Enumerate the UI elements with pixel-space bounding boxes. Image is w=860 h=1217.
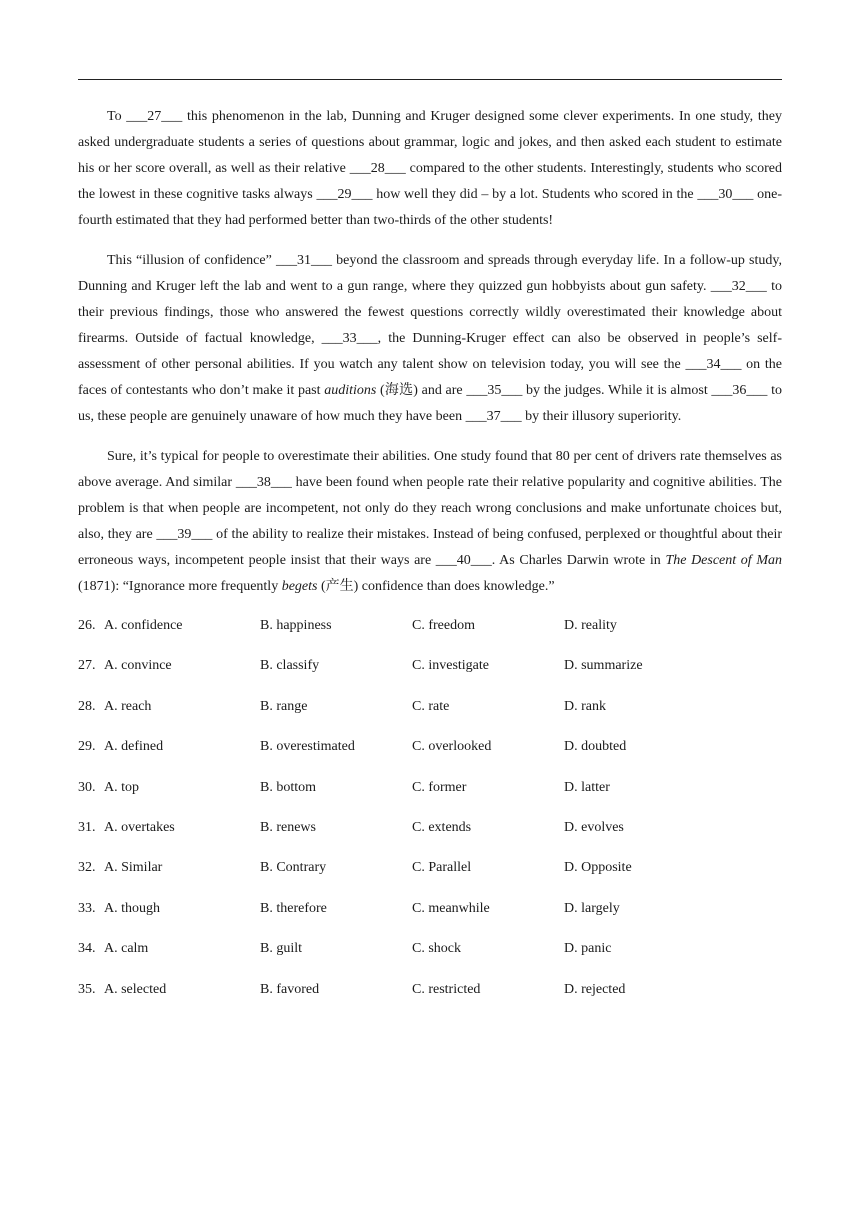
- option-c: C. freedom: [412, 618, 475, 633]
- question-number: 31.: [78, 819, 96, 835]
- option-b: B. renews: [260, 819, 316, 835]
- question-row: [78, 616, 782, 656]
- option-d: D. panic: [564, 941, 612, 957]
- question-number: 26.: [78, 618, 96, 633]
- italic-text: The Descent of Man: [665, 553, 782, 568]
- option-b: B. classify: [260, 658, 320, 674]
- option-d: D. summarize: [564, 658, 643, 674]
- option-b: B. favored: [260, 981, 320, 997]
- paragraph-text: To ___27___ this phenomenon in the lab, Dunning and Kruger designed some clever experiments. In one study, they asked undergraduate students a series of questions about grammar, logic and jokes, and then asked each student to estimate his or her score overall, as well as their relative ___28___ compared to the other students. Interestingly, students who scored the lowest in these cognitive tasks always ___29___ how well they did – by a lot. Students who scored in the ___30___ one-fourth estimated that they had performed better than two-thirds of the other students!: [78, 109, 782, 228]
- option-a: A. selected: [104, 981, 167, 997]
- option-d: D. reality: [564, 618, 617, 633]
- question-row: [78, 656, 782, 696]
- option-c: C. rate: [412, 698, 450, 714]
- question-row: [78, 858, 782, 898]
- question-number: 33.: [78, 900, 96, 916]
- option-b: B. happiness: [260, 618, 332, 633]
- option-d: D. latter: [564, 779, 610, 795]
- option-c: C. meanwhile: [412, 900, 490, 916]
- option-a: A. convince: [104, 658, 172, 674]
- paragraph-text: (1871): “Ignorance more frequently: [78, 579, 282, 594]
- document-body: [78, 104, 782, 1020]
- option-a: A. confidence: [104, 618, 183, 633]
- answer-options: [78, 616, 782, 1020]
- option-c: C. extends: [412, 819, 472, 835]
- paragraph-text: Sure, it’s typical for people to overestimate their abilities. One study found that 80 per cent of drivers rate themselves as above average. And similar ___38___ have been found when people rate their relative popularity and cognitive abilities. The problem is that when people are incompetent, not only do they reach wrong conclusions and make unfortunate choices but, also, they are ___39___ of the ability to realize their mistakes. Instead of being confused, perplexed or thoughtful about their erroneous ways, incompetent people insist that their ways are ___40___. As Charles Darwin wrote in: [78, 449, 782, 568]
- italic-text: begets: [281, 579, 318, 594]
- question-row: [78, 980, 782, 1020]
- option-b: B. bottom: [260, 779, 317, 795]
- option-c: C. overlooked: [412, 739, 492, 755]
- option-d: D. Opposite: [564, 860, 632, 876]
- option-a: A. calm: [104, 941, 149, 957]
- question-number: 30.: [78, 779, 96, 795]
- option-b: B. overestimated: [260, 739, 355, 755]
- option-d: D. rank: [564, 698, 606, 714]
- question-number: 27.: [78, 658, 96, 674]
- header-rule: [78, 79, 782, 80]
- option-a: A. Similar: [104, 860, 163, 876]
- option-b: B. guilt: [260, 941, 303, 957]
- option-c: C. Parallel: [412, 860, 472, 876]
- paragraph-text: (产生) confidence than does knowledge.”: [317, 579, 555, 594]
- option-d: D. doubted: [564, 739, 627, 755]
- question-number: 35.: [78, 981, 96, 997]
- option-d: D. evolves: [564, 819, 624, 835]
- question-row: [78, 818, 782, 858]
- option-c: C. shock: [412, 941, 461, 957]
- question-number: 32.: [78, 860, 96, 876]
- question-row: [78, 778, 782, 818]
- option-c: C. restricted: [412, 981, 481, 997]
- option-b: B. range: [260, 698, 308, 714]
- passage-paragraph: [78, 444, 782, 600]
- question-number: 34.: [78, 941, 96, 957]
- option-a: A. top: [104, 779, 139, 795]
- option-d: D. rejected: [564, 981, 626, 997]
- question-row: [78, 737, 782, 777]
- question-row: [78, 899, 782, 939]
- option-b: B. Contrary: [260, 860, 327, 876]
- option-a: A. defined: [104, 739, 164, 755]
- paragraph-text: (海选) and are ___35___ by the judges. While it is almost ___36___ to us, these people are genuinely unaware of how much they have been ___37___ by their illusory superiority.: [78, 383, 782, 424]
- question-number: 29.: [78, 739, 96, 755]
- passage-paragraph: [78, 248, 782, 430]
- passage: [78, 104, 782, 600]
- question-row: [78, 697, 782, 737]
- paragraph-text: This “illusion of confidence” ___31___ beyond the classroom and spreads through everyday life. In a follow-up study, Dunning and Kruger left the lab and went to a gun range, where they quizzed gun hobbyists about gun safety. ___32___ to their previous findings, those who answered the fewest questions correctly wildly overestimated their knowledge about firearms. Outside of factual knowledge, ___33___, the Dunning-Kruger effect can also be observed in people’s self-assessment of other personal abilities. If you watch any talent show on television today, you will see the ___34___ on the faces of contestants who don’t make it past: [78, 253, 782, 398]
- passage-paragraph: [78, 104, 782, 234]
- option-c: C. investigate: [412, 658, 489, 674]
- italic-text: auditions: [324, 383, 377, 398]
- option-a: A. reach: [104, 698, 152, 714]
- option-c: C. former: [412, 779, 467, 795]
- option-b: B. therefore: [260, 900, 327, 916]
- question-row: [78, 939, 782, 979]
- option-a: A. overtakes: [104, 819, 175, 835]
- question-number: 28.: [78, 698, 96, 714]
- option-d: D. largely: [564, 900, 620, 916]
- option-a: A. though: [104, 900, 160, 916]
